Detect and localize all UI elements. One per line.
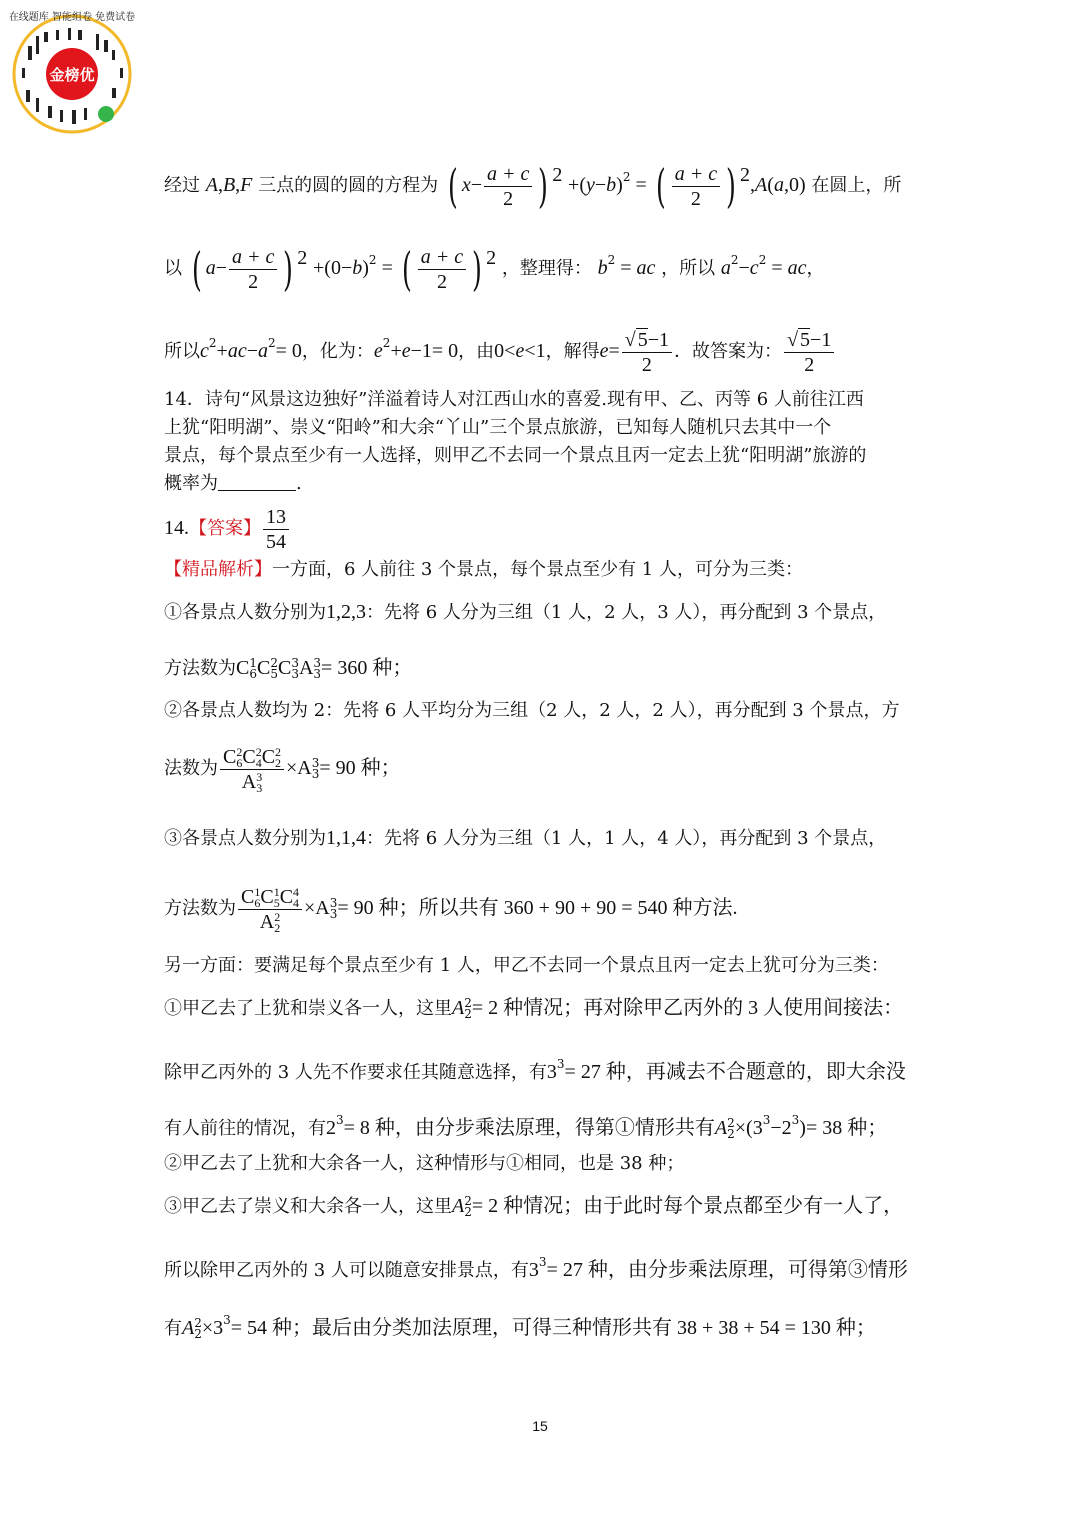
qr-logo (8, 6, 136, 134)
text: 以 (164, 258, 182, 279)
logo-ring-text: 在线题库 智能组卷 免费试卷 (8, 12, 136, 23)
case-1-line: ①各景点人数分别为1,2,3：先将 6 人分为三组（1 人，2 人，3 人），再分配到 3 个景点， (164, 601, 887, 623)
other-7: 有A 2 2 $\times 3^3= 54$ 种；最后由分类加法原理，可得三种情形共有 38 + 38 + 54 = 130 种； (164, 1313, 876, 1341)
text: ，化为： (301, 341, 374, 362)
text: ，由 (458, 341, 495, 362)
math: A (205, 174, 218, 196)
solution-line-3: 所以$c^2+ac-a^2= 0$，化为：$e^2+e-1= 0$，由0<e<1，解得e= $\frac{√ 5-1}{2}$ ．故答案为： $\frac{√ 5-1}{2}$ (164, 315, 920, 380)
page-number: 15 (532, 1418, 548, 1434)
text: ，所以 (661, 258, 716, 279)
text: = 2 种情况；再对除甲乙丙外的 3 人使用间接法： (471, 997, 904, 1019)
text: = 90 种；所以共有 360 + 90 + 90 = 540 种方法. (337, 897, 738, 919)
other-2: 除甲乙丙外的 3 人先不作要求任其随意选择，有$3^3= 27$ 种，再减去不合题意的，即大余没 (164, 1057, 906, 1083)
text: ①各景点人数分别为 (164, 602, 326, 623)
text: ，整理得： (501, 258, 592, 279)
text: ．故答案为： (674, 341, 783, 362)
other-1: ①甲乙去了上犹和崇义各一人，这里A 2 2 = 2 种情况；再对除甲乙丙外的 3 人使用间接法： (164, 996, 904, 1021)
text: ③甲乙去了崇义和大余各一人，这里 (164, 1196, 452, 1217)
text: = 2 种情况；由于此时每个景点都至少有一人了， (471, 1195, 904, 1217)
other-3: 有人前往的情况，有$2^3= 8$ 种，由分步乘法原理，得第①情形共有A 2 2 $\times(3^3-2^3)= 38$ 种； (164, 1113, 888, 1141)
case-3-method: 方法数为 C 1 6 C 1 5 C 4 4 A 2 2 ×A 3 3 = 90 种；所以共有 360 + 90 + 90 = 540 种方法. (164, 884, 738, 935)
text: 三点的圆的圆的方程为 (258, 175, 439, 196)
text: 14. (164, 517, 189, 539)
text: ：先将 6 人分为三组（1 人，2 人，3 人），再分配到 3 个景点， (366, 602, 887, 623)
analysis-line (164, 556, 920, 584)
text: 方法数为 (164, 898, 236, 919)
case-2-line: ②各景点人数均为 2：先将 6 人平均分为三组（2 人，2 人，2 人），再分配到 3 个景点，方 (164, 700, 900, 721)
other-5: ③甲乙去了崇义和大余各一人，这里A 2 2 = 2 种情况；由于此时每个景点都至少有一人了， (164, 1194, 904, 1219)
other-approach-line: 另一方面：要满足每个景点至少有 1 人，甲乙不去同一个景点且丙一定去上犹可分为三类： (164, 955, 889, 976)
text: 13 (263, 505, 289, 530)
text: = 8 种，由分步乘法原理，得第①情形共有 (343, 1117, 715, 1139)
text: 方法数为 (164, 658, 236, 679)
text: 一方面，6 人前往 3 个景点，每个景点至少有 1 人，可分为三类： (272, 559, 803, 580)
text: 54 (266, 530, 286, 553)
text: 所以除甲乙丙外的 3 人可以随意安排景点，有 (164, 1260, 529, 1281)
answer-line (164, 500, 920, 557)
other-6: 所以除甲乙丙外的 3 人可以随意安排景点，有$3^3= 27$ 种，由分步乘法原理，可得第③情形 (164, 1255, 908, 1281)
text: = 360 种； (321, 657, 413, 679)
qr-code-icon (8, 6, 136, 134)
solution-line-2: 以 ( a− $\frac{a + c}{2}$ ) $^2 +(0-b)^2$ = ( $\frac{a + c}{2}$ ) $^2$ ，整理得： $b^2$ = ac ，所以 $a^2-c^2$ = ac， (164, 242, 825, 296)
answer-blank (218, 472, 296, 491)
text: ①甲乙去了上犹和崇义各一人，这里 (164, 998, 452, 1019)
text: = 54 种；最后由分类加法原理，可得三种情形共有 38 + 38 + 54 = 130 种； (230, 1317, 876, 1339)
case-1-method: 方法数为C 1 6 C 2 5 C 3 3 A 3 3 = 360 种； (164, 656, 413, 681)
analysis-label: 【精品解析】 (164, 559, 272, 580)
logo-center-text: 金榜优 (49, 66, 95, 84)
answer-label: 【答案】 (189, 518, 261, 539)
text: 概率为 (164, 473, 218, 494)
text: ，解得 (545, 341, 600, 362)
text: 在圆上，所 (811, 175, 902, 196)
text: 经过 (164, 175, 200, 196)
question-14-line-2: 上犹“阳明湖”、崇义“阳岭”和大余“丫山”三个景点旅游，已知每人随机只去其中一个 (164, 417, 832, 438)
text: ：先将 6 人分为三组（1 人，1 人，4 人），再分配到 3 个景点， (366, 828, 887, 849)
text: 除甲乙丙外的 3 人先不作要求任其随意选择，有 (164, 1062, 547, 1083)
text: 所以 (164, 341, 200, 362)
question-14-line-3: 景点，每个景点至少有一人选择，则甲乙不去同一个景点且丙一定去上犹“阳明湖”旅游的 (164, 445, 867, 466)
solution-line-1: 经过 A,B,F 三点的圆的圆的方程为 ( x− $\frac{a + c}{2}$ ) $^2 +(y-b)^2$ = ( $\frac{a + c}{2}$ ) $^2$,A(a,0) 在圆上，所 (164, 159, 902, 213)
case-3-line: ③各景点人数分别为1,1,4：先将 6 人分为三组（1 人，1 人，4 人），再分配到 3 个景点， (164, 827, 887, 849)
question-14-line-4: 概率为 . (164, 473, 302, 494)
text: = 27 种，再减去不合题意的，即大余没 (564, 1061, 906, 1083)
text: 法数为 (164, 758, 218, 779)
text: = 27 种，由分步乘法原理，可得第③情形 (546, 1259, 908, 1281)
text: = 90 种； (319, 757, 401, 779)
question-14-line-1: 14．诗句“风景这边独好”洋溢着诗人对江西山水的喜爱.现有甲、乙、丙等 6 人前往江西 (164, 389, 864, 410)
text: = 38 种； (805, 1117, 888, 1139)
text: ③各景点人数分别为 (164, 828, 326, 849)
other-4: ②甲乙去了上犹和大余各一人，这种情形与①相同，也是 38 种； (164, 1153, 685, 1174)
case-2-method: 法数为 C 2 6 C 2 4 C 2 2 A 3 3 ×A 3 3 = 90 种； (164, 744, 401, 795)
text: 有人前往的情况，有 (164, 1118, 326, 1139)
text: 有 (164, 1318, 182, 1339)
